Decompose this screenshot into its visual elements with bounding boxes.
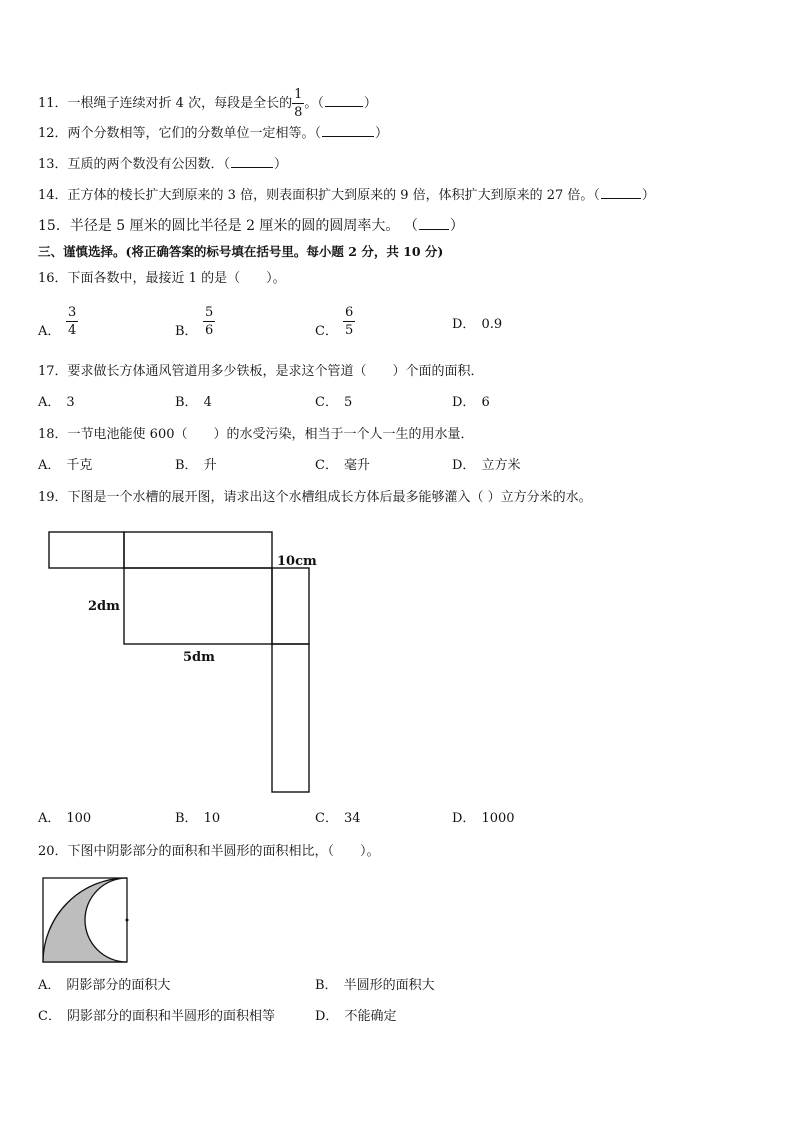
option-value: 阴影部分的面积大 [66,978,171,993]
net-right-side-face [272,568,309,644]
option-label: D． [452,458,476,473]
question-14-bracket-close: ） [641,188,655,203]
option-value: 3 [66,395,75,410]
fraction-numerator: 6 [345,305,354,320]
question-11-text: 11．一根绳子连续对折 4 次，每段是全长的 [38,96,293,111]
question-11-bracket-open: 。（ [304,96,324,111]
option-label: B． [175,324,198,339]
option-20-b[interactable] [315,977,435,995]
shaded-area-figure [40,875,132,967]
question-11-bracket-close: ） [363,96,377,111]
option-label: A． [38,458,61,473]
option-label: C． [315,458,338,473]
section-3-heading: 三、谨慎选择。(将正确答案的标号填在括号里。每小题 2 分，共 10 分) [38,244,444,259]
label-height: 10cm [277,554,317,569]
option-label: B． [175,811,198,826]
option-19-d[interactable] [452,810,515,828]
question-12-text: 12．两个分数相等，它们的分数单位一定相等。（ [38,126,322,141]
question-17: 17．要求做长方体通风管道用多少铁板，是求这个管道（ ）个面的面积． [38,364,484,379]
question-12-bracket-close: ） [375,126,389,141]
option-label: C． [315,395,338,410]
fraction-denominator: 5 [345,323,354,338]
question-13-bracket-close: ） [274,157,288,172]
option-value: 1000 [481,811,515,826]
question-19: 19．下图是一个水槽的展开图，请求出这个水槽组成长方体后最多能够灌入（ ）立方分米的水。 [38,490,592,505]
option-label: A． [38,811,61,826]
option-19-a[interactable] [38,810,91,828]
option-label: C． [315,811,338,826]
option-label: D． [452,317,476,332]
option-label: C． [315,324,338,339]
label-length: 5dm [183,650,215,665]
option-value: 不能确定 [344,1009,397,1024]
option-20-c[interactable] [38,1008,275,1026]
question-20: 20．下图中阴影部分的面积和半圆形的面积相比，（ ）。 [38,844,380,859]
option-label: C． [38,1009,61,1024]
option-value: 34 [343,811,361,826]
question-13-text: 13．互质的两个数没有公因数．（ [38,157,231,172]
option-value: 半圆形的面积大 [343,978,435,993]
option-label: A． [38,324,61,339]
option-label: A． [38,395,61,410]
question-15-text: 15．半径是 5 厘米的圆比半径是 2 厘米的圆的圆周率大。 （ [38,218,418,234]
option-value: 5 [343,395,353,410]
fraction-denominator: 4 [68,323,77,338]
option-label: D． [452,811,476,826]
option-value: 0.9 [481,317,503,332]
net-top-face [124,532,272,568]
option-value: 毫升 [343,458,370,473]
option-label: B． [175,395,198,410]
fraction-denominator: 8 [294,105,303,120]
option-value: 100 [66,811,92,826]
question-15-bracket-close: ） [449,218,464,234]
option-20-a[interactable] [38,977,170,995]
net-left-face [49,532,124,568]
net-long-side-face [272,644,309,792]
question-18: 18．一节电池能使 600（ ）的水受污染，相当于一个人一生的用水量． [38,427,474,442]
option-label: B． [175,458,198,473]
option-value: 6 [481,395,490,410]
option-label: D． [452,395,476,410]
option-value: 千克 [66,458,93,473]
option-20-d[interactable] [315,1008,396,1026]
option-value: 10 [203,811,221,826]
option-value: 阴影部分的面积和半圆形的面积相等 [66,1009,275,1024]
option-value: 立方米 [481,458,521,473]
option-value: 4 [203,395,212,410]
option-19-b[interactable] [175,810,220,828]
option-label: B． [315,978,338,993]
option-19-c[interactable] [315,810,361,828]
fraction-numerator: 5 [205,305,214,320]
fraction-denominator: 6 [205,323,214,338]
fraction-numerator: 1 [294,87,303,102]
question-14-text: 14．正方体的棱长扩大到原来的 3 倍，则表面积扩大到原来的 9 倍，体积扩大到原来的 27 倍。（ [38,188,600,203]
option-value: 升 [203,458,217,473]
option-label: A． [38,978,61,993]
center-point [126,919,129,922]
fraction-numerator: 3 [68,305,77,320]
net-bottom-face [124,568,272,644]
label-width: 2dm [88,599,120,614]
question-16: 16．下面各数中，最接近 1 的是（ ）。 [38,271,286,286]
option-label: D． [315,1009,339,1024]
